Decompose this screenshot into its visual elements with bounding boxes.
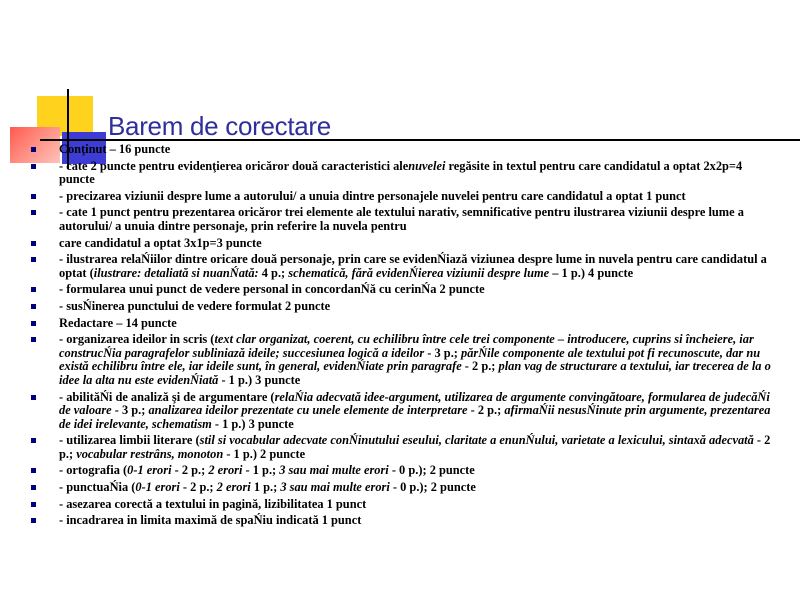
italic-text: 0-1 erori [135, 480, 180, 495]
italic-text: analizarea ideilor prezentate cu unele elemente de interpretare [148, 403, 468, 418]
list-item [30, 160, 778, 187]
item-text: - susŃinerea punctului de vedere formulat 2 puncte [59, 298, 331, 313]
italic-text: 2 erori [208, 463, 243, 478]
italic-text: plan vag de structurare a textului, iar trecerea de la o idee la alta nu este evidenŃiată [59, 359, 771, 387]
list-item [30, 333, 778, 387]
italic-text: 3 sau mai multe erori [279, 463, 389, 478]
item-text: - cate 1 punct pentru prezentarea oricăror trei elemente ale textului narativ, semnificative pentru ilustrarea viziunii despre lume a autorului/ a unuia dintre personaje, prin referire la nuvela pentru [59, 205, 744, 233]
italic-text: vocabular restrâns, monoton [76, 446, 224, 461]
item-text: - ilustrarea relaŃiilor dintre oricare două personaje, prin care se evidenŃiază viziunea despre lume in nuvela pentru care candidatul a optat ( [59, 252, 767, 280]
list-item [30, 300, 778, 314]
list-item [30, 514, 778, 528]
list-item [30, 317, 778, 331]
italic-text: ilustrare: detaliată si nuanŃată: [93, 265, 259, 280]
slide-title: Barem de corectare [108, 111, 331, 141]
item-text: - formularea unui punct de vedere personal in concordanŃă cu cerinŃa 2 puncte [59, 282, 485, 297]
italic-text: afirmaŃii nesusŃinute prin argumente, prezentarea de idei irelevante, schematism [59, 403, 771, 431]
list-item [30, 237, 778, 251]
item-text: - organizarea ideilor in scris ( [59, 332, 215, 347]
item-text: - cate 2 puncte pentru evidenţierea oricăror două caracteristici ale [59, 158, 409, 173]
list-item [30, 190, 778, 204]
item-text: 4 p.; [258, 265, 289, 280]
item-text: - 2 p.; [467, 403, 505, 418]
grading-list [30, 143, 778, 531]
italic-text: nuvelei [408, 158, 446, 173]
item-text: - precizarea viziunii despre lume a autorului/ a unuia dintre personajele nuvelei pentru care candidatul a optat 1 punct [59, 188, 686, 203]
italic-text: 2 erori [216, 480, 251, 495]
item-text: - 1 p.) 2 puncte [223, 446, 306, 461]
italic-text: părŃile componente ale textului pot fi recunoscute, dar nu există echilibru între ele, iar ideile sunt, în general, evidenŃiate prin paragrafe [59, 345, 761, 374]
item-text: - 0 p.); 2 puncte [388, 463, 475, 478]
item-text: regăsite in textul pentru care candidatul a optat 2x2p=4 puncte [59, 158, 743, 187]
list-item [30, 391, 778, 432]
item-text: Redactare – 14 puncte [59, 315, 177, 330]
italic-text: relaŃia adecvată idee-argument, utilizarea de argumente convingătoare, formularea de judecăŃi de valoare [59, 389, 770, 418]
item-text: - 2 p.; [461, 359, 499, 374]
item-text: – 1 p.) 4 puncte [549, 265, 634, 280]
italic-text: 0-1 erori [127, 463, 172, 478]
item-text: - 2 p.; [179, 480, 217, 495]
item-text: - 1 p.) 3 puncte [211, 416, 294, 431]
item-text: Conţinut – 16 puncte [59, 142, 171, 156]
italic-text: stil si vocabular adecvate conŃinutului eseului, claritate a enunŃului, varietate a lexicului, sintaxă adecvată [199, 433, 754, 448]
item-text: - 3 p.; [111, 403, 149, 418]
list-item [30, 206, 778, 233]
italic-text: 3 sau mai multe erori [280, 480, 390, 495]
item-text: - punctuaŃia ( [59, 480, 136, 495]
list-item [30, 481, 778, 495]
list-item [30, 143, 778, 157]
list-item [30, 498, 778, 512]
item-text: - ortografia ( [59, 463, 128, 478]
item-text: - 0 p.); 2 puncte [389, 480, 476, 495]
list-item [30, 464, 778, 478]
item-text: care candidatul a optat 3x1p=3 puncte [59, 235, 262, 250]
item-text: - utilizarea limbii literare ( [59, 433, 200, 448]
item-text: - abilităŃi de analiză şi de argumentare ( [59, 389, 275, 404]
italic-text: schematică, fără evidenŃierea viziunii despre lume [288, 265, 550, 280]
item-text: 1 p.; [250, 480, 281, 495]
item-text: - asezarea corectă a textului in pagină, lizibilitatea 1 punct [59, 496, 367, 511]
list-item [30, 283, 778, 297]
list-item [30, 434, 778, 461]
item-text: - 1 p.; [242, 463, 280, 478]
item-text: - 2 p.; [171, 463, 209, 478]
item-text: - incadrarea in limita maximă de spaŃiu indicată 1 punct [59, 513, 362, 528]
italic-text: text clar organizat, coerent, cu echilibru între cele trei componente – introducere, cuprins si încheiere, iar construcŃia paragrafelor subliniază ideile; succesiunea logică a ideilor [59, 332, 754, 360]
item-text: - 1 p.) 3 puncte [218, 372, 301, 387]
item-text: - 2 p.; [59, 433, 771, 461]
list-item [30, 253, 778, 280]
item-text: - 3 p.; [424, 345, 462, 360]
